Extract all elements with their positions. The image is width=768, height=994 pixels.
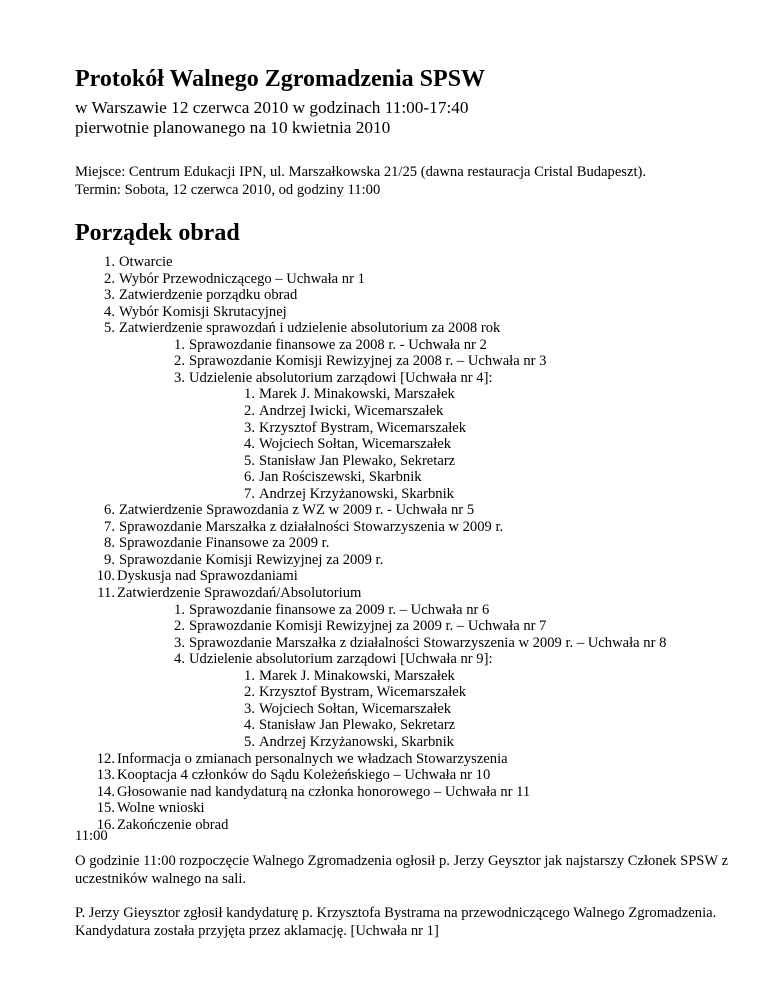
agenda-item-text: Wolne wnioski: [117, 800, 205, 817]
agenda-item-text: Zakończenie obrad: [117, 816, 229, 833]
agenda-item-text: Otwarcie: [119, 254, 173, 270]
agenda-item-number: 2.: [244, 684, 255, 701]
agenda-item-text: Sprawozdanie finansowe za 2008 r. - Uchwała nr 2: [189, 336, 487, 353]
agenda-item-number: 1.: [244, 386, 255, 403]
agenda-item-text: Sprawozdanie Komisji Rewizyjnej za 2009 r.: [119, 551, 384, 568]
agenda-item-number: 7.: [244, 485, 255, 502]
agenda-item-text: Zatwierdzenie sprawozdań i udzielenie absolutorium za 2008 rok: [119, 320, 501, 337]
agenda-item-text: Informacja o zmianach personalnych we władzach Stowarzyszenia: [117, 750, 508, 767]
agenda-item-text: Wybór Przewodniczącego – Uchwała nr 1: [119, 270, 365, 287]
subtitle-date-line: w Warszawie 12 czerwca 2010 w godzinach 11:00-17:40: [75, 98, 469, 117]
agenda-item-text: Głosowanie nad kandydaturą na członka honorowego – Uchwała nr 11: [117, 783, 531, 800]
agenda-item-number: 14.: [96, 783, 115, 800]
agenda-item-text: Sprawozdanie Marszałka z działalności Stowarzyszenia w 2009 r. – Uchwała nr 8: [189, 634, 667, 651]
agenda-item-text: Udzielenie absolutorium zarządowi [Uchwała nr 4]:: [189, 369, 493, 386]
agenda-item-number: 9.: [104, 551, 115, 568]
agenda-item-text: Sprawozdanie finansowe za 2009 r. – Uchwała nr 6: [189, 601, 490, 618]
agenda-item-text: Zatwierdzenie Sprawozdań/Absolutorium: [117, 585, 362, 601]
agenda-item-text: Jan Rościszewski, Skarbnik: [259, 469, 422, 486]
agenda-item-number: 5.: [104, 320, 115, 337]
minutes-paragraph-chair: P. Jerzy Gieysztor zgłosił kandydaturę p. Krzysztofa Bystrama na przewodniczącego Walnego Zgromadzenia. Kandydatura została przyjęta przez aklamację. [Uchwała nr 1]: [75, 905, 717, 939]
agenda-item-text: Marek J. Minakowski, Marszałek: [259, 386, 455, 403]
agenda-item-number: 4.: [104, 303, 115, 320]
agenda-item-number: 3.: [174, 369, 185, 386]
agenda-item-text: Dyskusja nad Sprawozdaniami: [117, 568, 298, 585]
agenda-item-number: 1.: [174, 336, 185, 353]
agenda-item-number: 10.: [96, 568, 115, 585]
agenda-item-text: Sprawozdanie Finansowe za 2009 r.: [119, 535, 330, 552]
agenda-item-number: 3.: [104, 287, 115, 304]
agenda-item-number: 1.: [104, 254, 115, 270]
agenda-item-text: Krzysztof Bystram, Wicemarszałek: [259, 684, 467, 701]
minutes-paragraph-opening: O godzinie 11:00 rozpoczęcie Walnego Zgromadzenia ogłosił p. Jerzy Geysztor jak najstarszy Członek SPSW z uczestników walnego na sali.: [75, 853, 729, 887]
agenda-item-number: 15.: [96, 800, 115, 817]
agenda-item-text: Sprawozdanie Komisji Rewizyjnej za 2009 r. – Uchwała nr 7: [189, 618, 547, 635]
agenda-item-number: 8.: [104, 535, 115, 552]
agenda-item-number: 3.: [244, 700, 255, 717]
agenda-item-number: 5.: [244, 733, 255, 750]
agenda-item-number: 2.: [244, 402, 255, 419]
agenda-item-number: 6.: [244, 469, 255, 486]
agenda-item-number: 5.: [244, 452, 255, 469]
agenda-item-text: Wybór Komisji Skrutacyjnej: [119, 303, 287, 320]
agenda-item-text: Stanisław Jan Plewako, Sekretarz: [259, 452, 456, 469]
agenda-item-number: 3.: [244, 419, 255, 436]
subtitle-original-date-line: pierwotnie planowanego na 10 kwietnia 2010: [75, 118, 391, 137]
agenda-item-text: Wojciech Sołtan, Wicemarszałek: [259, 700, 452, 717]
agenda-item-text: Stanisław Jan Plewako, Sekretarz: [259, 717, 456, 734]
agenda-item-text: Kooptacja 4 członków do Sądu Koleżeńskiego – Uchwała nr 10: [117, 767, 491, 784]
time-label: 11:00: [75, 828, 108, 844]
agenda-item-number: 12.: [96, 750, 115, 767]
agenda-item-number: 11.: [97, 585, 115, 601]
agenda-item-number: 1.: [244, 667, 255, 684]
agenda-item-number: 2.: [174, 353, 185, 370]
agenda-item-number: 4.: [244, 717, 255, 734]
agenda-item-text: Krzysztof Bystram, Wicemarszałek: [259, 419, 467, 436]
meeting-place: Miejsce: Centrum Edukacji IPN, ul. Marszałkowska 21/25 (dawna restauracja Cristal Budapeszt).: [75, 164, 647, 180]
agenda-item-number: 3.: [174, 634, 185, 651]
agenda-item-number: 4.: [244, 436, 255, 453]
agenda-heading: Porządek obrad: [75, 220, 240, 246]
agenda-item-number: 16.: [96, 816, 115, 833]
agenda-item-text: Sprawozdanie Komisji Rewizyjnej za 2008 r. – Uchwała nr 3: [189, 353, 547, 370]
agenda-item-text: Udzielenie absolutorium zarządowi [Uchwała nr 9]:: [189, 651, 493, 668]
agenda-item-text: Wojciech Sołtan, Wicemarszałek: [259, 436, 452, 453]
meeting-date: Termin: Sobota, 12 czerwca 2010, od godziny 11:00: [75, 182, 381, 198]
agenda-item-number: 1.: [174, 601, 185, 618]
agenda-item-text: Zatwierdzenie Sprawozdania z WZ w 2009 r. - Uchwała nr 5: [119, 502, 475, 519]
document-title: Protokół Walnego Zgromadzenia SPSW: [75, 66, 486, 92]
agenda-item-text: Marek J. Minakowski, Marszałek: [259, 667, 455, 684]
agenda-item-text: Zatwierdzenie porządku obrad: [119, 287, 298, 304]
agenda-item-number: 4.: [174, 651, 185, 668]
agenda-item-number: 6.: [104, 502, 115, 519]
agenda-item-text: Andrzej Krzyżanowski, Skarbnik: [259, 733, 454, 750]
agenda-item-text: Sprawozdanie Marszałka z działalności Stowarzyszenia w 2009 r.: [119, 518, 504, 535]
agenda-item-number: 2.: [104, 270, 115, 287]
agenda-item-number: 7.: [104, 518, 115, 535]
agenda-item-number: 13.: [96, 767, 115, 784]
agenda-item-text: Andrzej Iwicki, Wicemarszałek: [259, 402, 444, 419]
agenda-item-text: Andrzej Krzyżanowski, Skarbnik: [259, 485, 454, 502]
agenda-item-number: 2.: [174, 618, 185, 635]
